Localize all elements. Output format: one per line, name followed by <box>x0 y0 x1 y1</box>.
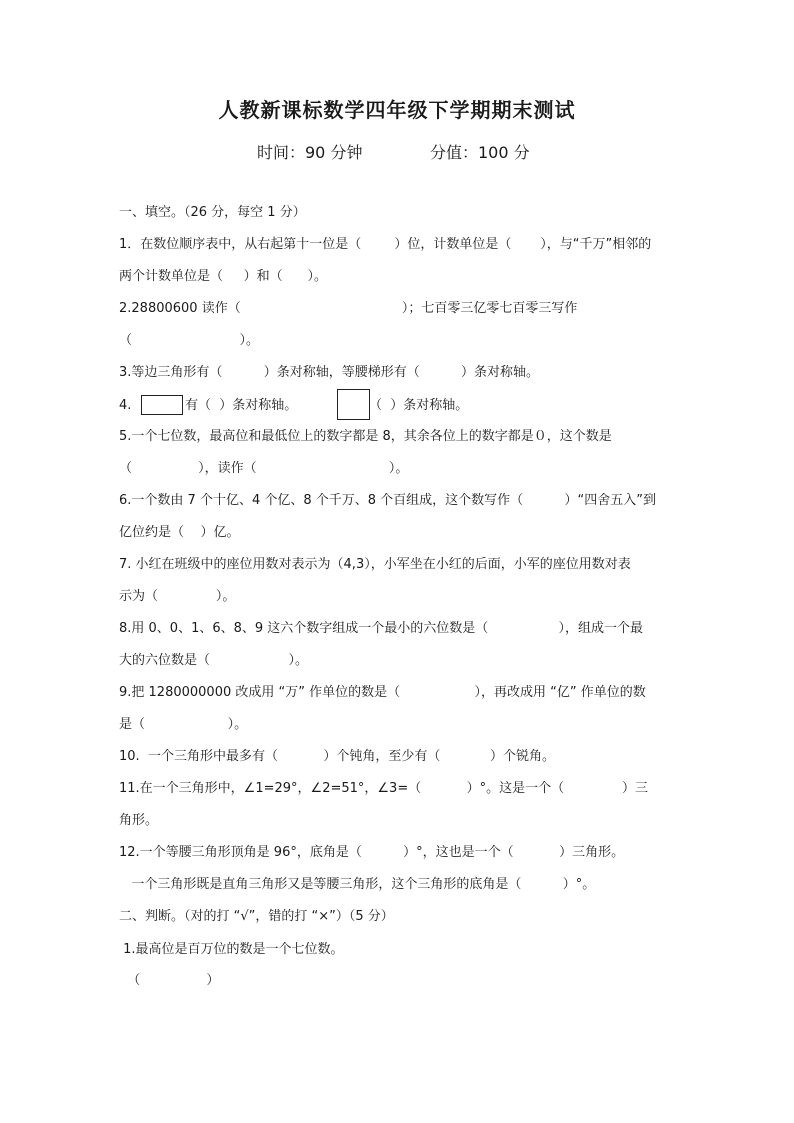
question-1-line2: 两个计数单位是（ ）和（ ）。 <box>119 269 327 284</box>
question-3: 3.等边三角形有（ ）条对称轴，等腰梯形有（ ）条对称轴。 <box>119 365 540 380</box>
question-4-number: 4. <box>119 398 132 413</box>
question-7-line2: 示为（ ）。 <box>119 589 236 604</box>
question-10: 10. 一个三角形中最多有（ ）个钝角，至少有（ ）个锐角。 <box>119 749 555 764</box>
question-12-line2: 一个三角形既是直角三角形又是等腰三角形，这个三角形的底角是（ ）°。 <box>119 877 596 892</box>
section2-heading: 二、判断。（对的打 “√”，错的打 “×”）（5 分） <box>119 909 394 924</box>
rectangle-figure <box>141 395 183 415</box>
question-11-line1: 11.在一个三角形中，∠1=29°，∠2=51°，∠3=（ ）°。这是一个（ ）三 <box>119 781 649 796</box>
section1-heading: 一、填空。（26 分，每空 1 分） <box>119 205 306 220</box>
question-1-line1: 1．在数位顺序表中，从右起第十一位是（ ）位，计数单位是（ ），与“千万”相邻的 <box>119 237 652 252</box>
question-11-line2: 角形。 <box>119 813 159 828</box>
judge-answer-blank: （ ） <box>119 973 220 988</box>
question-5-line1: 5.一个七位数，最高位和最低位上的数字都是 8，其余各位上的数字都是０，这个数是 <box>119 429 612 444</box>
exam-score: 分值：100 分 <box>430 143 530 162</box>
question-4-square-text: （ ）条对称轴。 <box>369 398 469 413</box>
exam-title: 人教新课标数学四年级下学期期末测试 <box>218 98 576 122</box>
question-9-line1: 9.把 1280000000 改成用 “万” 作单位的数是（ ），再改成用 “亿” 作单位的数 <box>119 685 646 700</box>
question-9-line2: 是（ ）。 <box>119 717 248 732</box>
question-8-line1: 8.用 0、0、1、6、8、9 这六个数字组成一个最小的六位数是（ ），组成一个最 <box>119 621 644 636</box>
question-2-line1: 2.28800600 读作（ ）；七百零三亿零七百零三写作 <box>119 301 578 316</box>
exam-time: 时间：90 分钟 <box>257 143 363 162</box>
judge-question-1: 1.最高位是百万位的数是一个七位数。 <box>119 942 344 957</box>
question-4-rectangle-text: 有（ ）条对称轴。 <box>185 398 298 413</box>
question-6-line2: 亿位约是（ ）亿。 <box>119 525 240 540</box>
question-5-line2: （ ），读作（ ）。 <box>119 461 409 476</box>
question-12-line1: 12.一个等腰三角形顶角是 96°，底角是（ ）°，这也是一个（ ）三角形。 <box>119 845 625 860</box>
square-figure <box>337 389 370 420</box>
question-2-line2: （ ）。 <box>119 333 259 348</box>
question-7-line1: 7. 小红在班级中的座位用数对表示为（4,3），小军坐在小红的后面，小军的座位用数对表 <box>119 557 631 572</box>
question-8-line2: 大的六位数是（ ）。 <box>119 653 309 668</box>
question-6-line1: 6.一个数由 7 个十亿、4 个亿、8 个千万、8 个百组成，这个数写作（ ）“四舍五入”到 <box>119 493 656 508</box>
